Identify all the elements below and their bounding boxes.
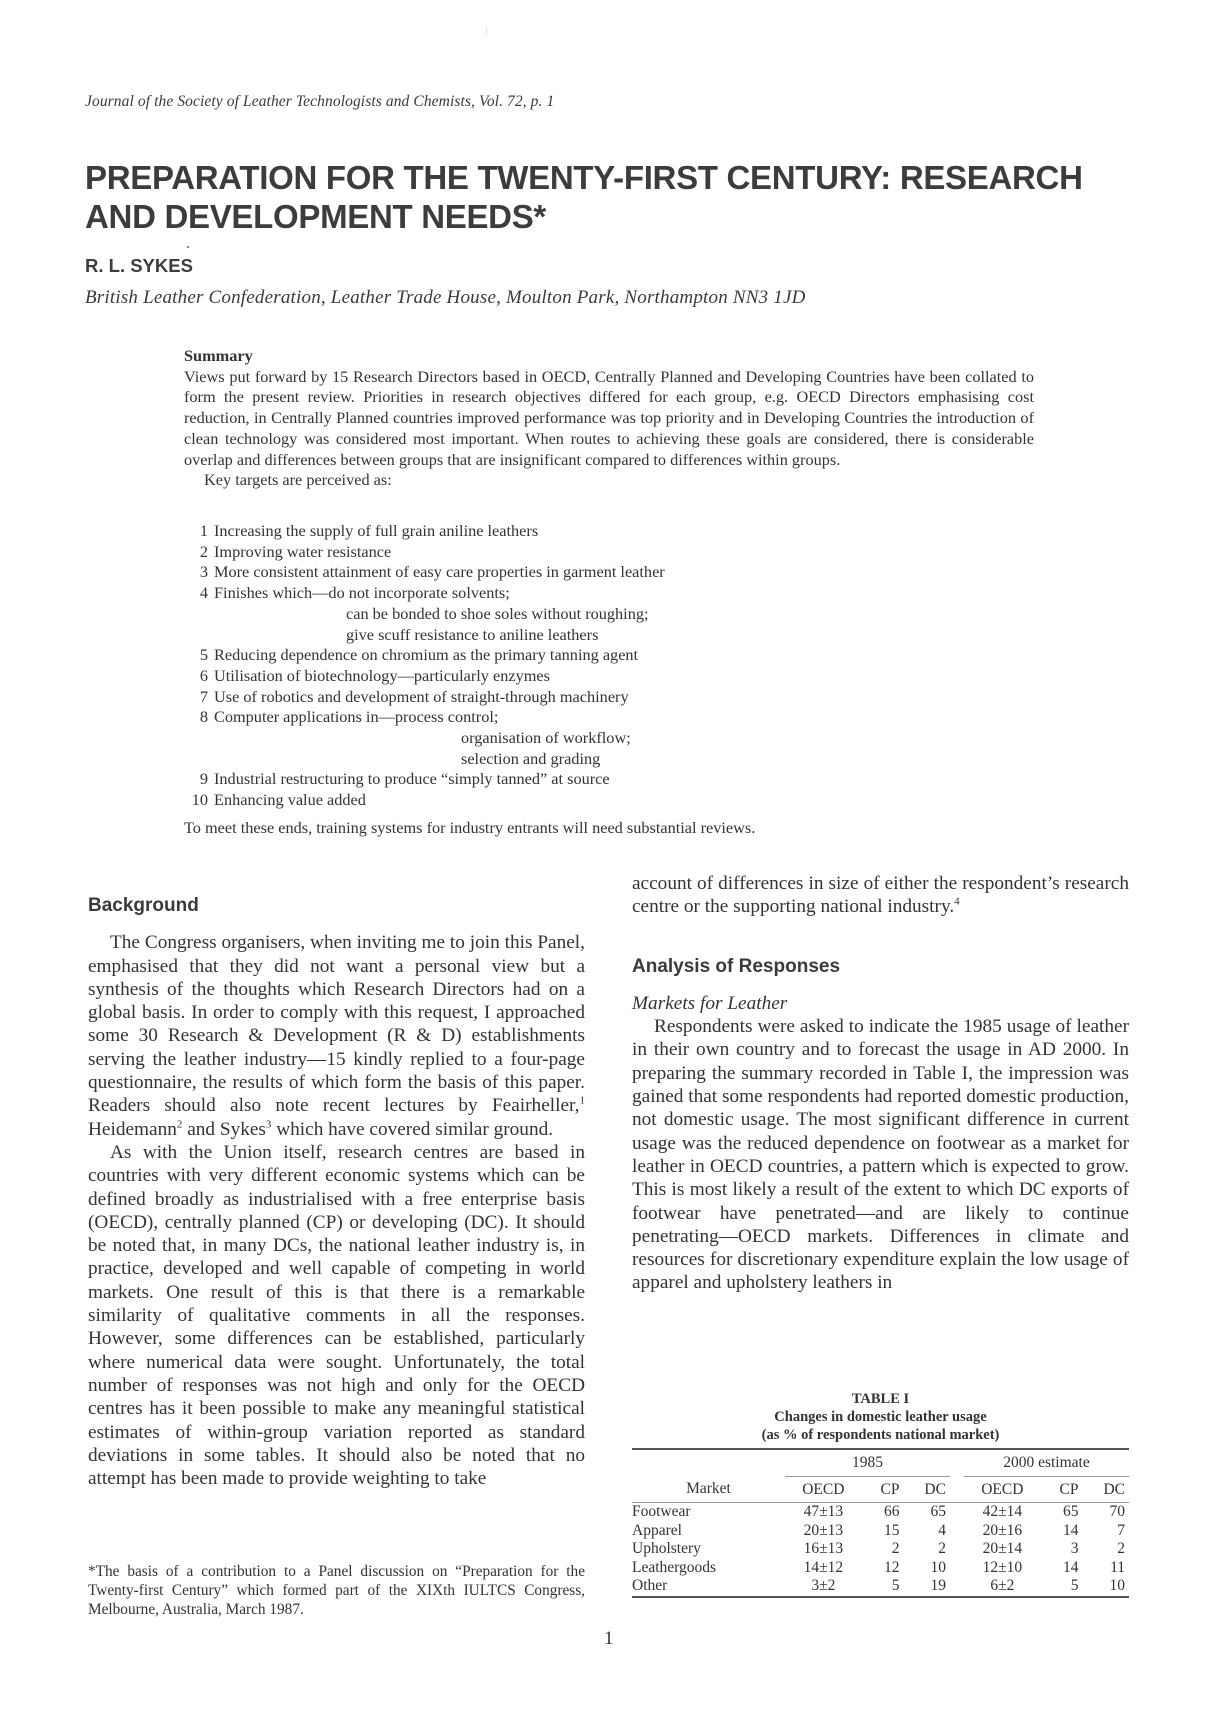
reference-marker[interactable]: 3 (265, 1118, 272, 1131)
left-column (88, 894, 585, 1490)
right-column (632, 872, 1129, 1295)
table-row: Footwear 47±13 66 65 42±14 65 70 (632, 1503, 1125, 1520)
table-1 (632, 1390, 1129, 1598)
section-heading-background: Background (88, 895, 199, 916)
table-row: Other 3±2 5 19 6±2 5 10 (632, 1577, 1129, 1597)
list-subitem: organisation of workflow; (461, 728, 631, 748)
list-subitem: selection and grading (461, 748, 601, 768)
list-item: 3 More consistent attainment of easy care properties in garment leather (199, 562, 665, 582)
table-label: TABLE I (851, 1391, 910, 1407)
list-item: 7 Use of robotics and development of straight-through machinery (199, 686, 629, 706)
section-heading-analysis: Analysis of Responses (632, 955, 841, 977)
list-item: 1 Increasing the supply of full grain aniline leathers (199, 521, 539, 540)
list-item: 10 Enhancing value added (191, 790, 366, 810)
table-row: Upholstery 16±13 2 2 20±14 3 2 (632, 1540, 1125, 1557)
reference-marker[interactable]: 2 (176, 1118, 183, 1131)
list-subitem: can be bonded to shoe soles without roughing; (346, 603, 649, 623)
key-targets-list (184, 521, 1034, 811)
table-caption: Changes in domestic leather usage (774, 1409, 987, 1425)
column-header: OECD (802, 1480, 845, 1498)
summary-section (184, 346, 1034, 491)
key-targets-intro: Key targets are perceived as: (204, 470, 392, 490)
summary-heading: Summary (184, 346, 253, 365)
list-item: 9 Industrial restructuring to produce “simply tanned” at source (199, 769, 610, 789)
column-group-2000: 2000 estimate (964, 1449, 1129, 1476)
author-affiliation: British Leather Confederation, Leather Trade House, Moulton Park, Northampton NN3 1JD (85, 287, 806, 308)
column-header: OECD (981, 1480, 1024, 1498)
column-header: DC (924, 1480, 946, 1498)
list-item: 5 Reducing dependence on chromium as the primary tanning agent (199, 645, 639, 665)
list-item: 8 Computer applications in—process control; (199, 707, 499, 727)
summary-text: Views put forward by 15 Research Directors based in OECD, Centrally Planned and Developing Countries have been collated to form the present review. Priorities in research objectives differed for each group, e.g. OECD Directors emphasising cost reduction, in Centrally Planned countries improved performance was top priority and in Developing Countries the introduction of clean technology was considered most important. When routes to achieving these goals are considered, there is considerable overlap and differences between groups that are insignificant compared to differences within groups. (184, 366, 1034, 469)
page-number: 1 (604, 1628, 614, 1649)
background-paragraph-1: The Congress organisers, when inviting me to join this Panel, emphasised that they did not want a personal view but a synthesis of the thoughts which Research Directors had on a global basis. In order to comply with this request, I approached some 30 Research & Development (R & D) establishments serving the leather industry—15 kindly replied to a four-page questionnaire, the results of which form the basis of this paper. Readers should also note recent lectures by Feairheller,$^1$ Heidemann$^2$ and Sykes$^3$ which have covered similar ground. (88, 932, 585, 1140)
title-footnote: *The basis of a contribution to a Panel discussion on “Preparation for the Twenty-first Century” which formed part of the XIXth IULTCS Congress, Melbourne, Australia, March 1987. (88, 1563, 585, 1618)
column-header: DC (1103, 1480, 1125, 1498)
subheading-markets: Markets for Leather (632, 992, 788, 1014)
list-item: 4 Finishes which—do not incorporate solvents; (199, 583, 510, 603)
markets-paragraph: Respondents were asked to indicate the 1985 usage of leather in their own country and to forecast the usage in AD 2000. In preparing the summary recorded in Table I, the impression was gained that some respondents had reported domestic production, not domestic usage. The most significant difference in current usage was the reduced dependence on footwear as a market for leather in OECD countries, a pattern which is expected to grow. This is most likely a result of the extent to which DC exports of footwear have penetrated—and are likely to continue penetrating—OECD markets. Differences in climate and resources for discretionary expenditure explain the low usage of apparel and upholstery leathers in (632, 1016, 1129, 1294)
column-header: CP (880, 1480, 900, 1498)
background-paragraph-2: As with the Union itself, research centres are based in countries with very different economic systems which can be defined broadly as industrialised with a free enterprise basis (OECD), centrally planned (CP) or developing (DC). It should be noted that, in many DCs, the national leather industry is, in practice, developed and well capable of competing in world markets. One result of this is that there is a remarkable similarity of qualitative comments in all the responses. However, some differences can be established, particularly where numerical data were sought. Unfortunately, the total number of responses was not high and only for the OECD centres has it been possible to make any meaningful statistical estimates of within-group variation reported as standard deviations in some tables. It should also be noted that no attempt has been made to provide weighting to take (88, 1141, 585, 1490)
list-subitem: give scuff resistance to aniline leathers (346, 624, 599, 644)
usage-table (632, 1448, 1129, 1598)
summary-closing: To meet these ends, training systems for industry entrants will need substantial reviews. (184, 818, 756, 837)
scan-artifact (486, 28, 487, 35)
table-row: Apparel 20±13 15 4 20±16 14 7 (632, 1521, 1125, 1539)
reference-marker[interactable]: 1 (579, 1094, 585, 1107)
article-title: PREPARATION FOR THE TWENTY-FIRST CENTURY: RESEARCH AND DEVELOPMENT NEEDS* (85, 159, 1083, 235)
column-header: Market (686, 1480, 731, 1498)
column-header: CP (1059, 1480, 1079, 1498)
table-caption: (as % of respondents national market) (761, 1427, 1000, 1443)
reference-marker[interactable]: 4 (954, 895, 960, 908)
author-name: R. L. SYKES (85, 255, 193, 276)
list-item: 6 Utilisation of biotechnology—particularly enzymes (199, 665, 550, 685)
list-item: 2 Improving water resistance (199, 541, 392, 561)
column-group-1985: 1985 (785, 1449, 950, 1476)
continuation-paragraph: account of differences in size of either the respondent’s research centre or the supporting national industry.$^4$ (632, 873, 1129, 918)
scan-artifact (187, 246, 189, 248)
table-row: Leathergoods 14±12 12 10 12±10 14 11 (632, 1558, 1125, 1576)
journal-citation: Journal of the Society of Leather Technologists and Chemists, Vol. 72, p. 1 (85, 93, 555, 110)
